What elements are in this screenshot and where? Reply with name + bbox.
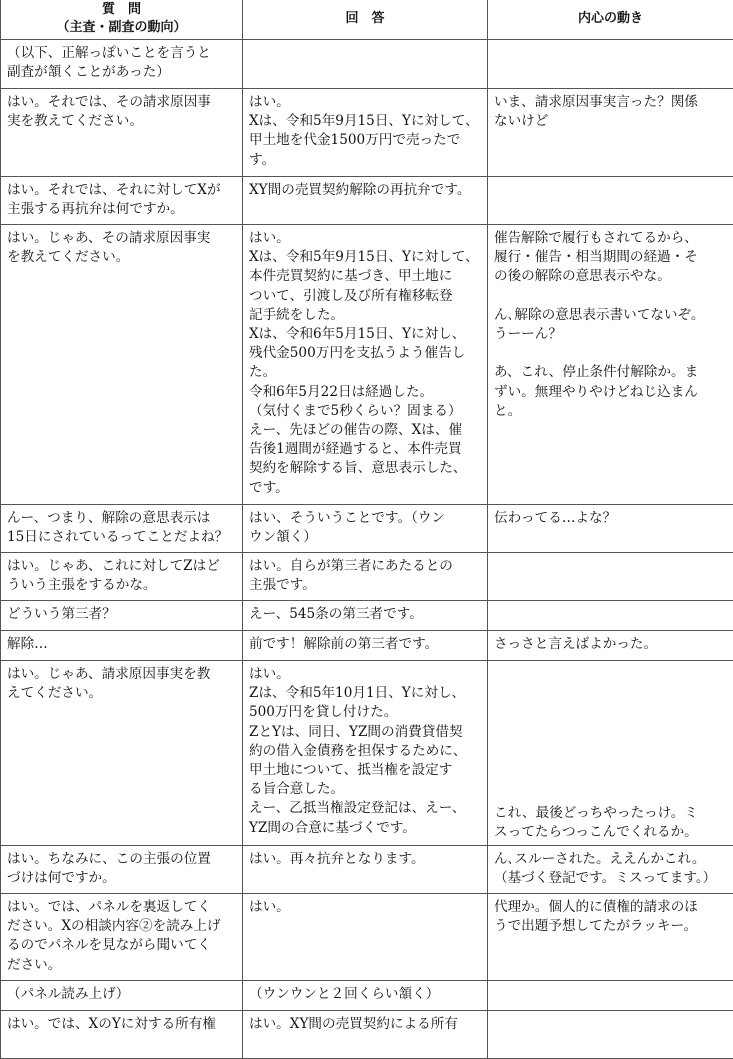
table-row <box>1 981 733 1011</box>
answer-cell: はい。自らが第三者にあたるとの 主張です。 <box>243 553 488 601</box>
answer-cell: （ウンウンと２回くらい頷く） <box>243 981 488 1011</box>
answer-cell <box>243 40 488 89</box>
inner-cell <box>488 981 733 1011</box>
table-row <box>1 631 733 661</box>
table-row <box>1 177 733 225</box>
header-answer: 回 答 <box>243 0 488 40</box>
question-cell: はい。じゃあ、請求原因事実を教 えてください。 <box>1 661 243 846</box>
question-cell: はい。じゃあ、その請求原因事実 を教えてください。 <box>1 225 243 505</box>
inner-cell: 代理か。個人的に債権的請求のほ うで出題予想してたがラッキー。 <box>488 894 733 981</box>
question-cell: どういう第三者？ <box>1 601 243 631</box>
header-question-sub: （主査・副査の動向） <box>5 19 238 37</box>
table-row <box>1 553 733 601</box>
inner-cell <box>488 1011 733 1059</box>
inner-cell: 伝わってる…よな？ <box>488 505 733 553</box>
table-row <box>1 1011 733 1059</box>
inner-cell: ん､スルーされた。ええんかこれ。 （基づく登記です。ミスってます。） <box>488 846 733 894</box>
inner-cell: 催告解除で履行もされてるから、 履行・催告・相当期間の経過・そ の後の解除の意思表示やな。 ん､解除の意思表示書いてないぞ。 うーーん？ あ、これ、停止条件付解除か。ま ずい。無理やりやけどねじ込まん と。 <box>488 225 733 505</box>
table-row <box>1 846 733 894</box>
table-row <box>1 40 733 89</box>
question-cell: はい。それでは、それに対してXが 主張する再抗弁は何ですか。 <box>1 177 243 225</box>
inner-cell <box>488 601 733 631</box>
header-row <box>1 0 733 40</box>
answer-cell: XY間の売買契約解除の再抗弁です。 <box>243 177 488 225</box>
inner-cell <box>488 553 733 601</box>
inner-cell <box>488 177 733 225</box>
answer-cell: えー、545条の第三者です。 <box>243 601 488 631</box>
answer-cell: はい。XY間の売買契約による所有 <box>243 1011 488 1059</box>
header-question <box>1 0 243 40</box>
inner-cell: これ、最後どっちやったっけ。ミ スってたらつっこんでくれるか。 <box>488 661 733 846</box>
header-inner: 内心の動き <box>488 0 733 40</box>
table-row <box>1 661 733 846</box>
question-cell: んー、つまり、解除の意思表示は 15日にされているってことだよね？ <box>1 505 243 553</box>
table-row <box>1 225 733 505</box>
question-cell: （以下、正解っぽいことを言うと 副査が頷くことがあった） <box>1 40 243 89</box>
table-row <box>1 505 733 553</box>
answer-cell: はい。 Zは、令和5年10月1日、Yに対し、 500万円を貸し付けた。 ZとYは、同日、YZ間の消費貸借契 約の借入金債務を担保するために、 甲土地について、抵当権を設定す る旨合意した。 えー、乙抵当権設定登記は、えー、 YZ間の合意に基づくです。 <box>243 661 488 846</box>
question-cell: はい。それでは、その請求原因事 実を教えてください。 <box>1 89 243 177</box>
question-cell: はい。では、XのYに対する所有権 <box>1 1011 243 1059</box>
answer-cell: はい。 Xは、令和5年9月15日、Yに対して、 本件売買契約に基づき、甲土地に ついて、引渡し及び所有権移転登 記手続をした。 Xは、令和6年5月15日、Yに対し、 残代金500万円を支払うよう催告し た。 令和6年5月22日は経過した。 （気付くまで5秒くらい？固まる） えー、先ほどの催告の際、Xは、催 告後1週間が経過すると、本件売買 契約を解除する旨、意思表示した、 です。 <box>243 225 488 505</box>
answer-cell: はい。 <box>243 894 488 981</box>
inner-cell <box>488 40 733 89</box>
answer-cell: 前です！解除前の第三者です。 <box>243 631 488 661</box>
question-cell: はい。では、パネルを裏返してく ださい。Xの相談内容②を読み上げ るのでパネルを見ながら聞いてく ださい。 <box>1 894 243 981</box>
answer-cell: はい、そういうことです。（ウン ウン頷く） <box>243 505 488 553</box>
answer-cell: はい。再々抗弁となります。 <box>243 846 488 894</box>
question-cell: はい。じゃあ、これに対してZはど ういう主張をするかな。 <box>1 553 243 601</box>
table-row <box>1 894 733 981</box>
question-cell: （パネル読み上げ） <box>1 981 243 1011</box>
header-question-title: 質 問 <box>5 1 238 19</box>
inner-cell: いま、請求原因事実言った？関係 ないけど <box>488 89 733 177</box>
question-cell: 解除… <box>1 631 243 661</box>
inner-cell: さっさと言えばよかった。 <box>488 631 733 661</box>
question-cell: はい。ちなみに、この主張の位置 づけは何ですか。 <box>1 846 243 894</box>
table-row <box>1 89 733 177</box>
answer-cell: はい。 Xは、令和5年9月15日、Yに対して、 甲土地を代金1500万円で売ったで す。 <box>243 89 488 177</box>
table-row <box>1 601 733 631</box>
